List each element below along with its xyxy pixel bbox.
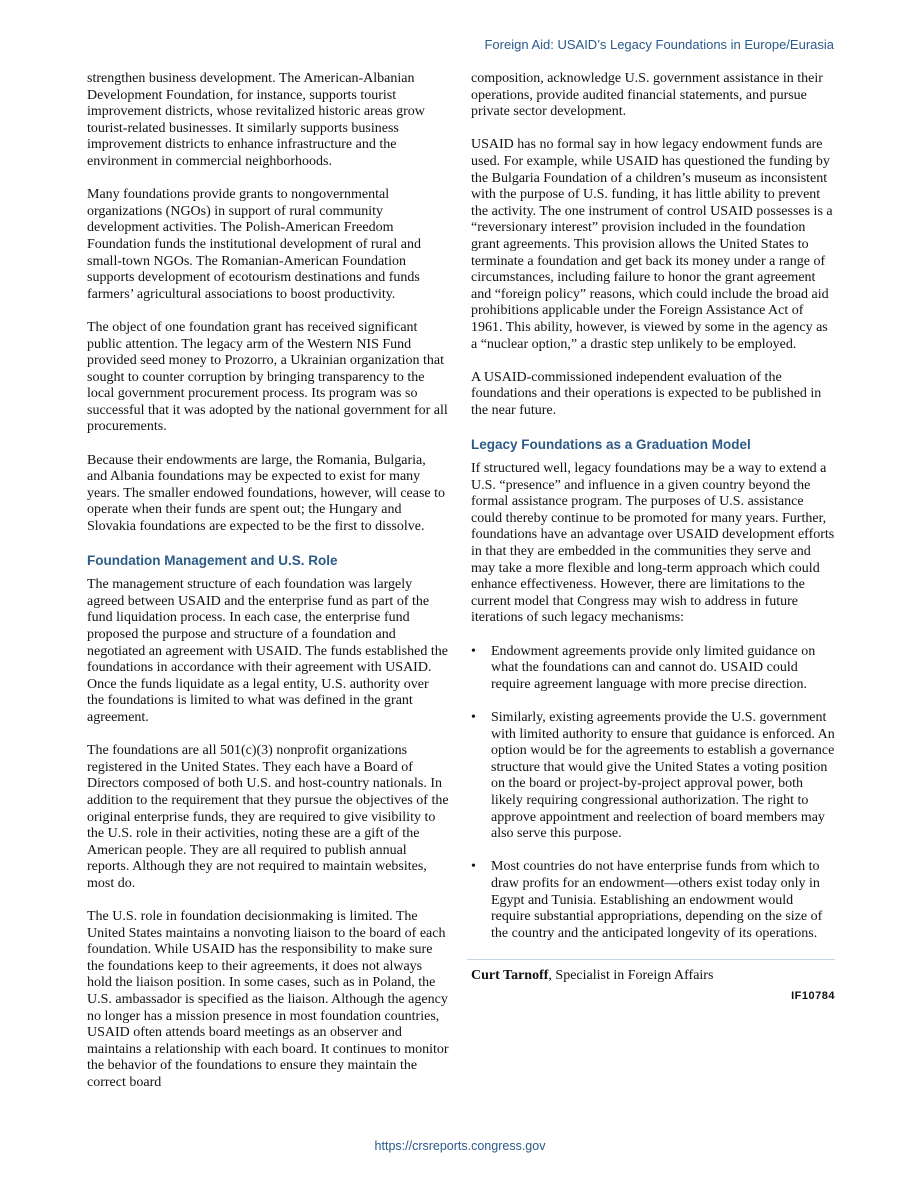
list-item-text: Endowment agreements provide only limited guidance on what the foundations can and cannot do. USAID could require agreement language with more precise direction.	[491, 643, 816, 692]
author-title: , Specialist in Foreign Affairs	[548, 967, 714, 983]
footer-url[interactable]: https://crsreports.congress.gov	[374, 1139, 546, 1153]
right-column	[471, 71, 835, 1005]
list-item	[471, 859, 835, 942]
limitations-list	[471, 644, 835, 943]
divider	[467, 959, 835, 960]
report-id: IF10784	[791, 990, 835, 1003]
left-column	[87, 71, 449, 1108]
bullet-icon: •	[471, 709, 476, 725]
section-heading-graduation-model: Legacy Foundations as a Graduation Model	[471, 437, 751, 453]
list-item-text: Most countries do not have enterprise funds from which to draw profits for an endowment—others exist today only in Egypt and Tunisia. Establishing an endowment would require substantial appropriations, depending on the size of the country and the anticipated longevity of its operations.	[491, 859, 823, 941]
section-heading-management: Foundation Management and U.S. Role	[87, 553, 338, 569]
list-item-text: Similarly, existing agreements provide the U.S. government with limited authority to ensure that guidance is enforced. An option would be for the agreements to establish a governance structure that would give the United States a voting position on the board or project-by-project approval power, both likely requiring congressional authorization. The right to approve appointment and reelection of board members may also serve this purpose.	[491, 709, 835, 842]
paragraph: USAID has no formal say in how legacy endowment funds are used. For example, while USAID has questioned the funding by the Bulgaria Foundation of a children’s museum as inconsistent with the purpose of U.S. funding, it has little ability to prevent the activity. The one instrument of control USAID possesses is a “reversionary interest” provision included in the foundation grant agreements. This provision allows the United States to terminate a foundation and get back its money under a range of circumstances, including failure to honor the grant agreement and “foreign policy” reasons, which could include the broad aid prohibitions applicable under the Foreign Assistance Act of 1961. This ability, however, is viewed by some in the agency as a “nuclear option,” a drastic step unlikely to be employed.	[471, 137, 833, 352]
paragraph: A USAID-commissioned independent evaluation of the foundations and their operations is expected to be published in the near future.	[471, 369, 822, 418]
paragraph: If structured well, legacy foundations may be a way to extend a U.S. “presence” and influence in a given country beyond the formal assistance program. The purposes of U.S. assistance could thereby continue to be promoted for many years. Further, foundations have an advantage over USAID development efforts in that they are embedded in the communities they serve and may take a more flexible and long-term approach which could enhance effectiveness. However, there are limitations to the current model that Congress may wish to address in future iterations of such legacy mechanisms:	[471, 461, 835, 626]
paragraph: The U.S. role in foundation decisionmaking is limited. The United States maintains a nonvoting liaison to the board of each foundation. While USAID has the responsibility to make sure the foundations keep to their agreements, it does not always hold the liaison position. In some cases, such as in Poland, the U.S. ambassador is specified as the liaison. Although the agency no longer has a mission presence in most foundation countries, USAID often attends board meetings as an observer and maintains a relationship with each board. It continues to monitor the behavior of the foundations to ensure they maintain the correct board	[87, 909, 449, 1091]
paragraph: The foundations are all 501(c)(3) nonprofit organizations registered in the United States. They each have a Board of Directors composed of both U.S. and host-country nationals. In addition to the requirement that they pursue the objectives of the original enterprise funds, they are required to give visibility to the U.S. role in their activities, noting these are a gift of the American people. They are all required to publish annual reports. Although they are not required to maintain websites, most do.	[87, 743, 449, 891]
paragraph: The object of one foundation grant has received significant public attention. The legacy arm of the Western NIS Fund provided seed money to Prozorro, a Ukrainian organization that sought to counter corruption by bringing transparency to the local government procurement process. Its program was so successful that it was adopted by the national government for all procurements.	[87, 319, 448, 435]
bullet-icon: •	[471, 859, 476, 875]
paragraph: The management structure of each foundation was largely agreed between USAID and the enterprise fund as part of the fund liquidation process. In each case, the enterprise fund proposed the purpose and structure of a foundation and negotiated an agreement with USAID. The funds established the foundations in accordance with their agreement with USAID. Once the funds liquidate as a legal entity, U.S. authority over the foundations is limited to what was defined in the grant agreement.	[87, 577, 448, 725]
author-name: Curt Tarnoff	[471, 967, 549, 983]
list-item	[471, 710, 835, 843]
paragraph: composition, acknowledge U.S. government assistance in their operations, provide audited financial statements, and pursue private sector development.	[471, 71, 823, 120]
bullet-icon: •	[471, 643, 476, 659]
running-header: Foreign Aid: USAID’s Legacy Foundations in Europe/Eurasia	[484, 37, 834, 52]
paragraph: Many foundations provide grants to nongovernmental organizations (NGOs) in support of rural community development activities. The Polish-American Freedom Foundation funds the institutional development of rural and small-town NGOs. The Romanian-American Foundation supports development of ecotourism destinations and funds farmers’ agricultural associations to boost productivity.	[87, 187, 421, 302]
paragraph: strengthen business development. The American-Albanian Development Foundation, for instance, supports tourist improvement districts, whose revitalized historic areas grow tourist-related businesses. It similarly supports business improvement districts to enhance infrastructure and the environment in commercial neighborhoods.	[87, 71, 425, 169]
list-item	[471, 644, 835, 694]
paragraph: Because their endowments are large, the Romania, Bulgaria, and Albania foundations may be expected to exist for many years. The smaller endowed foundations, however, will cease to operate when their funds are spent out; the Hungary and Slovakia foundations are expected to be the first to dissolve.	[87, 452, 446, 535]
author-line	[471, 968, 835, 985]
